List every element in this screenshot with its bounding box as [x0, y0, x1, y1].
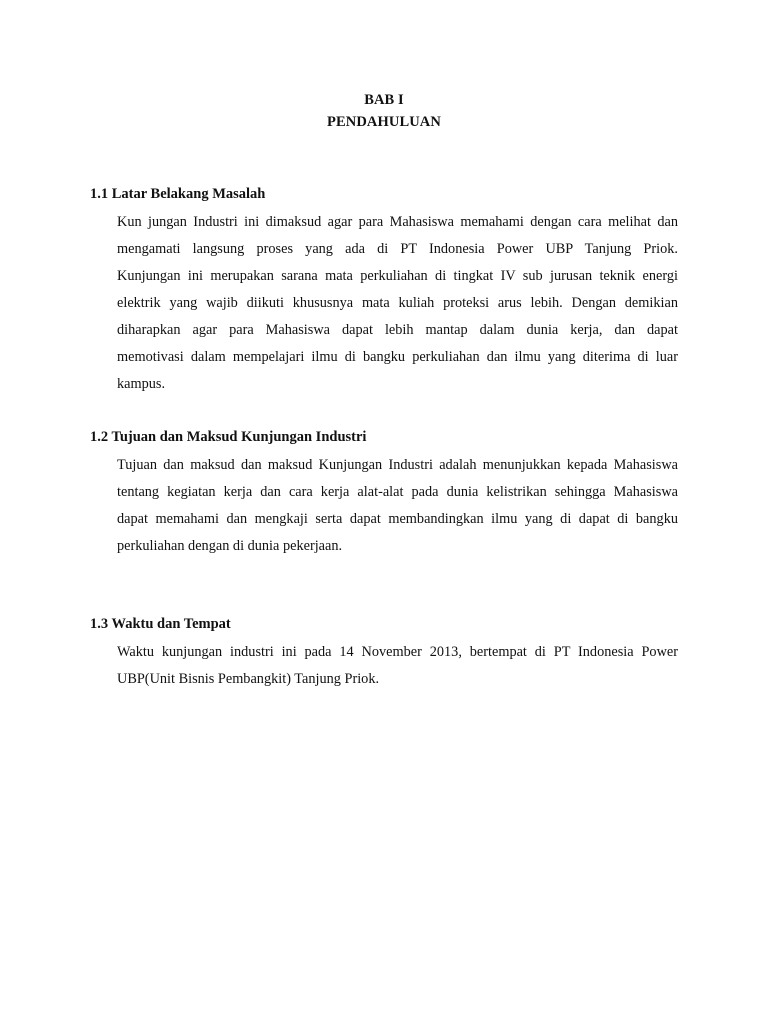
chapter-number: BAB I [364, 92, 404, 108]
paragraph-latar-belakang [117, 209, 678, 398]
paragraph-line: kampus. [117, 376, 166, 392]
paragraph-line: memotivasi dalam mempelajari ilmu di bangku perkuliahan dan ilmu yang diterima di luar [117, 349, 678, 365]
paragraph-line: Tujuan dan maksud dan maksud Kunjungan Industri adalah menunjukkan kepada Mahasiswa [117, 457, 678, 473]
paragraph-waktu-tempat [117, 639, 678, 693]
paragraph-line: Waktu kunjungan industri ini pada 14 November 2013, bertempat di PT Indonesia Power [117, 644, 678, 660]
paragraph-line: elektrik yang wajib diikuti khususnya mata kuliah proteksi arus lebih. Dengan demikian [117, 295, 678, 311]
chapter-title: PENDAHULUAN [327, 114, 441, 130]
paragraph-tujuan [117, 452, 678, 560]
paragraph-line: Kun jungan Industri ini dimaksud agar para Mahasiswa memahami dengan cara melihat dan [117, 214, 678, 230]
paragraph-line: diharapkan agar para Mahasiswa dapat lebih mantap dalam dunia kerja, dan dapat [117, 322, 678, 338]
paragraph-line: perkuliahan dengan di dunia pekerjaan. [117, 538, 343, 554]
paragraph-line: tentang kegiatan kerja dan cara kerja alat-alat pada dunia kelistrikan sehingga Mahasiswa [117, 484, 678, 500]
paragraph-line: Kunjungan ini merupakan sarana mata perkuliahan di tingkat IV sub jurusan teknik energi [117, 268, 678, 284]
paragraph-line: mengamati langsung proses yang ada di PT Indonesia Power UBP Tanjung Priok. [117, 241, 678, 257]
paragraph-line: dapat memahami dan mengkaji serta dapat membandingkan ilmu yang di dapat di bangku [117, 511, 678, 527]
section-heading-waktu-tempat: 1.3 Waktu dan Tempat [90, 616, 231, 632]
paragraph-line: UBP(Unit Bisnis Pembangkit) Tanjung Priok. [117, 671, 380, 687]
section-heading-latar-belakang: 1.1 Latar Belakang Masalah [90, 186, 266, 202]
section-heading-tujuan: 1.2 Tujuan dan Maksud Kunjungan Industri [90, 429, 367, 445]
